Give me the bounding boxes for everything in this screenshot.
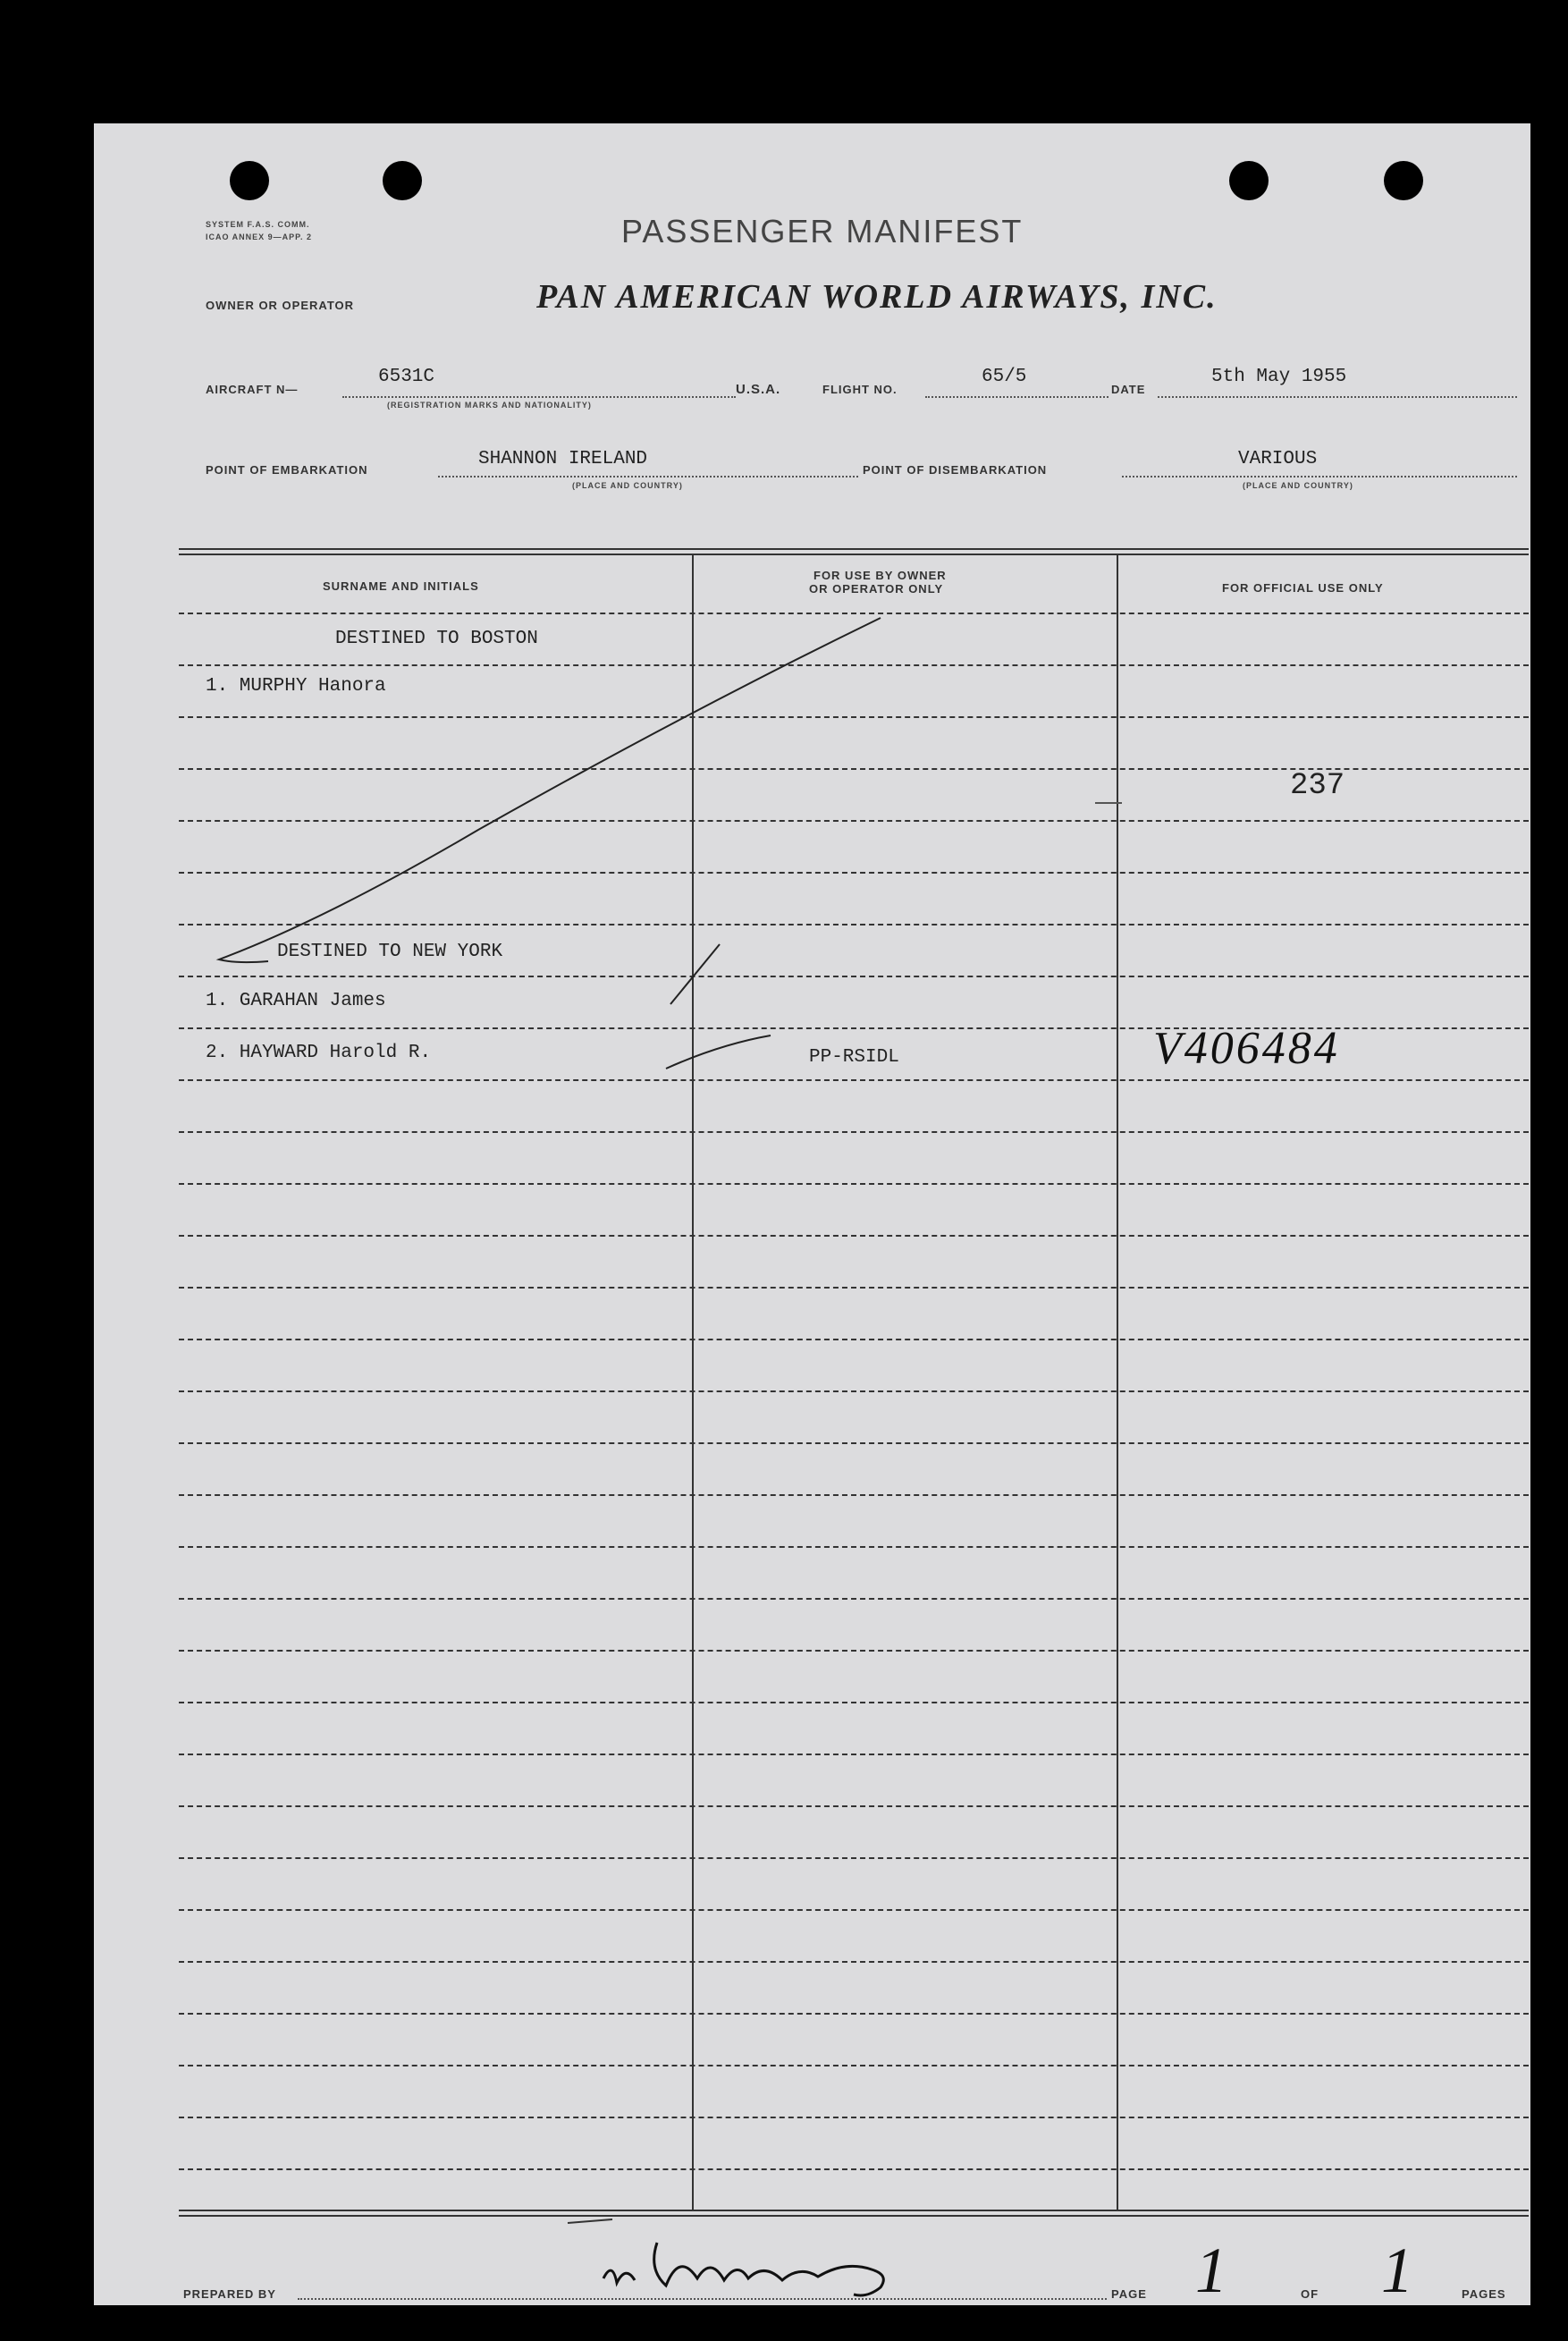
passenger-name: 2. HAYWARD Harold R. — [206, 1043, 432, 1063]
disembarkation-label: POINT OF DISEMBARKATION — [863, 463, 1048, 477]
pages-label: PAGES — [1462, 2287, 1506, 2301]
date-value: 5th May 1955 — [1211, 367, 1347, 387]
form-reference-line2: ICAO ANNEX 9—APP. 2 — [206, 232, 313, 241]
official-note: 237 — [1290, 769, 1345, 803]
page-label: PAGE — [1111, 2287, 1147, 2301]
group-heading-boston: DESTINED TO BOSTON — [335, 629, 538, 649]
manifest-sheet — [94, 123, 1530, 2305]
column-header-owner-use-line2: OR OPERATOR ONLY — [809, 582, 944, 596]
flight-label: FLIGHT NO. — [822, 383, 898, 396]
embarkation-sublabel: (PLACE AND COUNTRY) — [572, 481, 683, 490]
aircraft-label: AIRCRAFT N— — [206, 383, 299, 396]
embarkation-label: POINT OF EMBARKATION — [206, 463, 368, 477]
aircraft-sublabel: (REGISTRATION MARKS AND NATIONALITY) — [387, 401, 592, 410]
handwritten-check-marks — [94, 123, 1530, 2305]
form-reference-line1: SYSTEM F.A.S. COMM. — [206, 220, 310, 229]
column-header-names: SURNAME AND INITIALS — [323, 579, 479, 593]
page-number: 1 — [1195, 2235, 1227, 2306]
passenger-official-number: V406484 — [1153, 1023, 1340, 1074]
owner-label: OWNER OR OPERATOR — [206, 299, 355, 312]
group-heading-new-york: DESTINED TO NEW YORK — [277, 942, 503, 962]
of-label: OF — [1301, 2287, 1319, 2301]
aircraft-nationality: U.S.A. — [736, 382, 781, 397]
disembarkation-value: VARIOUS — [1238, 449, 1318, 469]
prepared-by-label: PREPARED BY — [183, 2287, 276, 2301]
flight-value: 65/5 — [982, 367, 1027, 387]
owner-value: PAN AMERICAN WORLD AIRWAYS, INC. — [536, 278, 1218, 316]
page-total: 1 — [1381, 2235, 1413, 2306]
embarkation-value: SHANNON IRELAND — [478, 449, 648, 469]
date-label: DATE — [1111, 383, 1146, 396]
preparer-signature — [514, 2216, 1050, 2305]
passenger-name: 1. GARAHAN James — [206, 991, 386, 1011]
aircraft-value: 6531C — [378, 367, 435, 387]
column-header-owner-use-line1: FOR USE BY OWNER — [814, 569, 947, 582]
passenger-owner-use: PP-RSIDL — [809, 1047, 899, 1068]
page-title: PASSENGER MANIFEST — [621, 213, 1024, 249]
disembarkation-sublabel: (PLACE AND COUNTRY) — [1243, 481, 1353, 490]
column-header-official: FOR OFFICIAL USE ONLY — [1222, 581, 1384, 595]
passenger-name: 1. MURPHY Hanora — [206, 676, 386, 697]
